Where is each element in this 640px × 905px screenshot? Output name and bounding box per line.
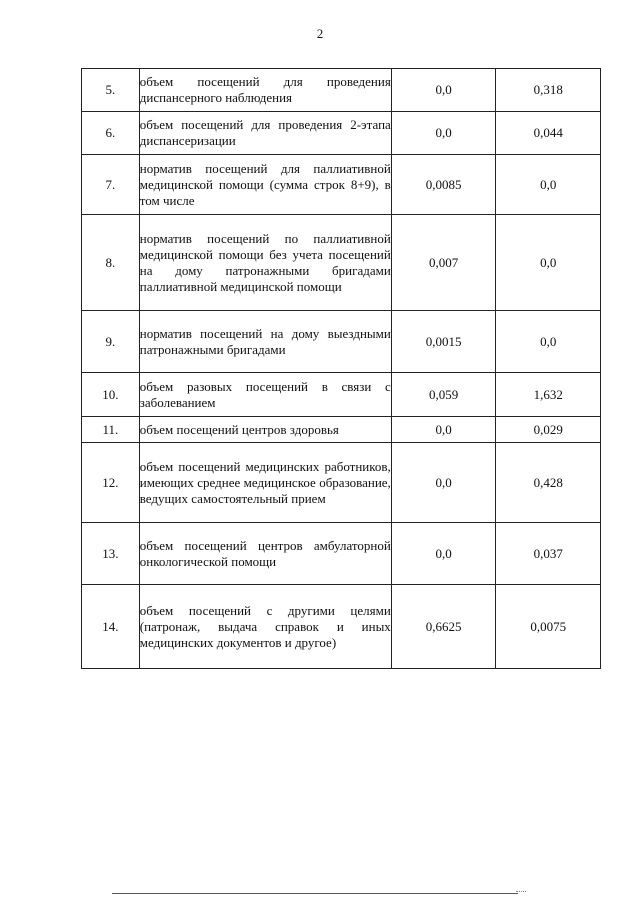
- row-value-2-cell: 0,318: [496, 69, 601, 112]
- row-value-2-cell: 0,029: [496, 417, 601, 443]
- row-description-cell: объем разовых посещений в связи с заболеванием: [139, 373, 391, 417]
- footer-rule: [112, 893, 518, 894]
- row-description-cell: норматив посещений для паллиативной медицинской помощи (сумма строк 8+9), в том числе: [139, 155, 391, 215]
- row-value-1-cell: 0,0: [391, 443, 496, 523]
- row-value-1-cell: 0,0015: [391, 311, 496, 373]
- row-number-cell: 12.: [82, 443, 140, 523]
- row-description-cell: объем посещений медицинских работников, имеющих среднее медицинское образование, ведущих самостоятельный прием: [139, 443, 391, 523]
- row-number-cell: 8.: [82, 215, 140, 311]
- row-value-1-cell: 0,0: [391, 69, 496, 112]
- table-row: [82, 443, 601, 523]
- row-value-1-cell: 0,0: [391, 417, 496, 443]
- row-value-2-cell: 0,0075: [496, 585, 601, 669]
- page-number: 2: [316, 26, 324, 41]
- row-number-cell: 11.: [82, 417, 140, 443]
- table-row: [82, 112, 601, 155]
- row-value-1-cell: 0,6625: [391, 585, 496, 669]
- row-description-cell: объем посещений для проведения диспансерного наблюдения: [139, 69, 391, 112]
- row-number-cell: 6.: [82, 112, 140, 155]
- row-number-cell: 10.: [82, 373, 140, 417]
- table-row: [82, 155, 601, 215]
- row-value-2-cell: 0,0: [496, 155, 601, 215]
- row-value-2-cell: 0,037: [496, 523, 601, 585]
- row-value-2-cell: 0,0: [496, 215, 601, 311]
- row-number-cell: 14.: [82, 585, 140, 669]
- row-description-cell: объем посещений с другими целями (патронаж, выдача справок и иных медицинских документов и другое): [139, 585, 391, 669]
- data-table: [81, 68, 601, 669]
- row-value-2-cell: 0,044: [496, 112, 601, 155]
- table-row: [82, 585, 601, 669]
- table-row: [82, 69, 601, 112]
- row-number-cell: 5.: [82, 69, 140, 112]
- row-value-1-cell: 0,0: [391, 523, 496, 585]
- row-description-cell: объем посещений центров здоровья: [139, 417, 391, 443]
- row-description-cell: норматив посещений по паллиативной медицинской помощи без учета посещений на дому патронажными бригадами паллиативной медицинской помощи: [139, 215, 391, 311]
- row-description-cell: объем посещений центров амбулаторной онкологической помощи: [139, 523, 391, 585]
- row-description-cell: объем посещений для проведения 2-этапа диспансеризации: [139, 112, 391, 155]
- footer-dotted-mark: [516, 891, 526, 892]
- row-value-2-cell: 0,0: [496, 311, 601, 373]
- row-value-1-cell: 0,059: [391, 373, 496, 417]
- table-row: [82, 417, 601, 443]
- row-value-1-cell: 0,0085: [391, 155, 496, 215]
- row-value-1-cell: 0,0: [391, 112, 496, 155]
- table-row: [82, 523, 601, 585]
- row-description-cell: норматив посещений на дому выездными патронажными бригадами: [139, 311, 391, 373]
- row-number-cell: 13.: [82, 523, 140, 585]
- table-row: [82, 311, 601, 373]
- row-number-cell: 7.: [82, 155, 140, 215]
- row-value-1-cell: 0,007: [391, 215, 496, 311]
- row-value-2-cell: 1,632: [496, 373, 601, 417]
- row-number-cell: 9.: [82, 311, 140, 373]
- row-value-2-cell: 0,428: [496, 443, 601, 523]
- table-row: [82, 373, 601, 417]
- table-row: [82, 215, 601, 311]
